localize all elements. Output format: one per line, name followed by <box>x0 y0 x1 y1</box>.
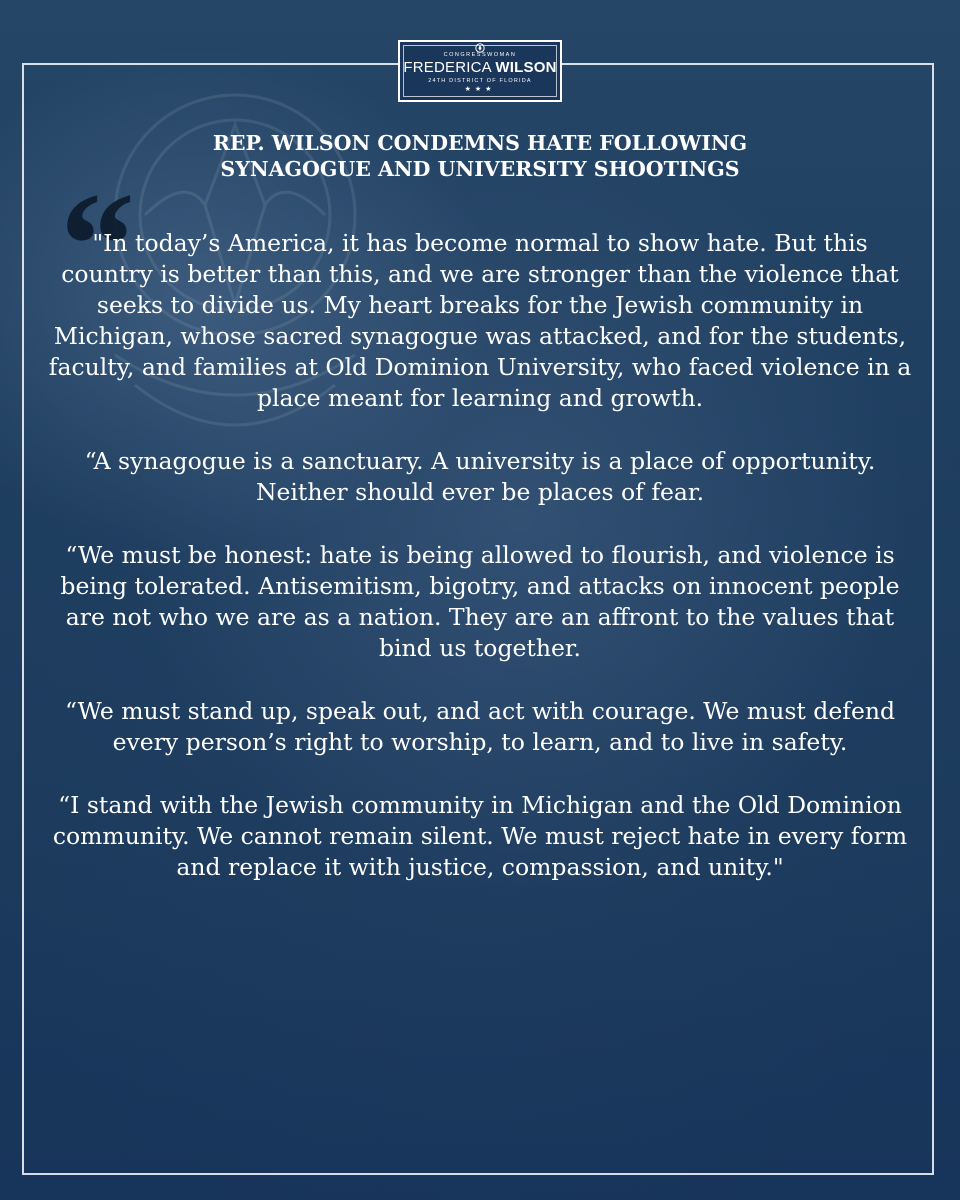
headline-line-1: REP. WILSON CONDEMNS HATE FOLLOWING <box>212 131 748 155</box>
logo-last-name: WILSON <box>495 59 557 76</box>
logo-name <box>400 59 560 76</box>
statement-paragraph: “A synagogue is a sanctuary. A university is a place of opportunity. Neither should ever be places of fear. <box>84 447 876 506</box>
congresswoman-logo <box>398 40 562 102</box>
statement-paragraph: “I stand with the Jewish community in Michigan and the Old Dominion community. We cannot remain silent. We must reject hate in every form and replace it with justice, compassion, and unity." <box>52 791 908 881</box>
statement-paragraph: “We must be honest: hate is being allowed to flourish, and violence is being tolerated. Antisemitism, bigotry, and attacks on innocent people are not who we are as a nation. They are an affront to the values that bind us together. <box>60 541 900 662</box>
logo-first-name: FREDERICA <box>403 59 492 76</box>
logo-district: 24TH DISTRICT OF FLORIDA <box>428 78 532 84</box>
statement-body <box>48 228 912 915</box>
quotation-mark-icon: “ <box>60 162 135 328</box>
headline <box>80 130 880 182</box>
statement-paragraph: "In today’s America, it has become normal to show hate. But this country is better than this, and we are stronger than the violence that seeks to divide us. My heart breaks for the Jewish community in Michigan, whose sacred synagogue was attacked, and for the students, faculty, and families at Old Dominion University, who faced violence in a place meant for learning and growth. <box>48 229 912 412</box>
headline-line-2: SYNAGOGUE AND UNIVERSITY SHOOTINGS <box>220 157 740 181</box>
logo-stars: ★★★ <box>464 86 496 93</box>
logo-kicker: CONGRESSWOMAN <box>443 52 517 58</box>
statement-paragraph: “We must stand up, speak out, and act with courage. We must defend every person’s right to worship, to learn, and to live in safety. <box>64 697 896 756</box>
